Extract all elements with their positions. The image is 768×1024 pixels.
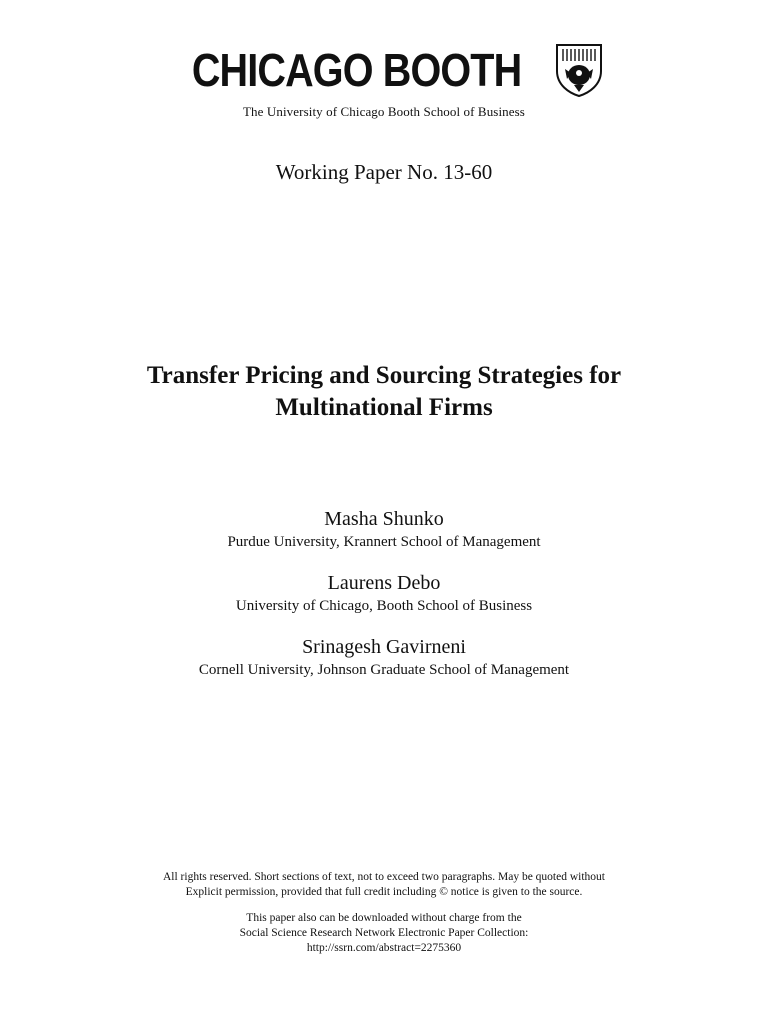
school-subtitle: The University of Chicago Booth School of Business (243, 104, 525, 119)
rights-line-2: Explicit permission, provided that full credit including © notice is given to the source. (185, 886, 583, 898)
paper-title-line-1: Transfer Pricing and Sourcing Strategies for (146, 362, 622, 389)
author-entry (0, 506, 768, 552)
author-entry (0, 634, 768, 680)
author-name: Masha Shunko (324, 508, 444, 530)
paper-title-line-2: Multinational Firms (275, 394, 493, 421)
author-affiliation: Purdue University, Krannert School of Management (227, 534, 541, 550)
author-entry (0, 570, 768, 616)
ssrn-link[interactable]: http://ssrn.com/abstract=2275360 (306, 942, 462, 954)
paper-title (0, 360, 768, 424)
rights-notice (0, 870, 768, 900)
author-name: Laurens Debo (327, 572, 441, 594)
logo-row (165, 42, 602, 98)
logo-wordmark: CHICAGO BOOTH (192, 44, 522, 96)
author-affiliation: Cornell University, Johnson Graduate School of Management (198, 662, 570, 678)
author-name: Srinagesh Gavirneni (302, 636, 466, 658)
logo-block (0, 42, 768, 120)
footer-notice (0, 870, 768, 967)
author-affiliation: University of Chicago, Booth School of Business (235, 598, 533, 614)
shield-icon (555, 43, 603, 97)
download-line-1: This paper also can be downloaded without charge from the (246, 912, 522, 924)
rights-line-1: All rights reserved. Short sections of text, not to exceed two paragraphs. May be quoted without (162, 871, 605, 883)
download-notice (0, 911, 768, 956)
author-list (0, 506, 768, 698)
working-paper-number: Working Paper No. 13-60 (275, 160, 493, 184)
download-line-2: Social Science Research Network Electronic Paper Collection: (239, 927, 529, 939)
